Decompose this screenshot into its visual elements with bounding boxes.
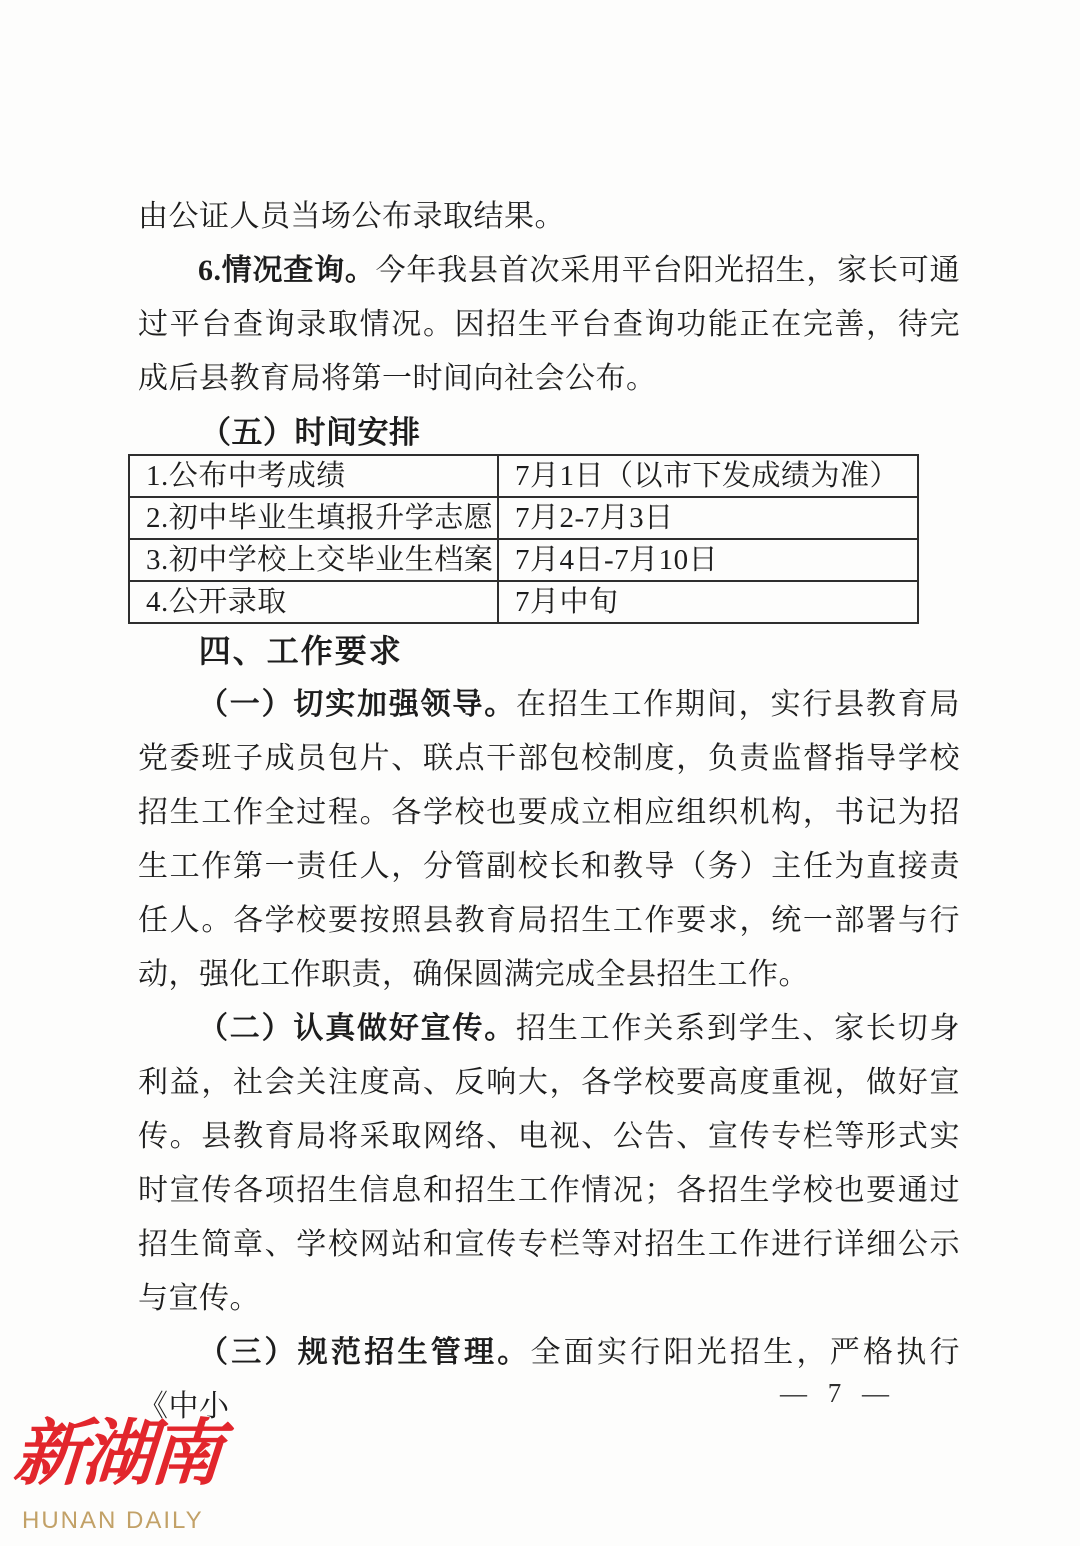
section-4-heading: 四、工作要求 [198,633,403,669]
schedule-item-cell: 2.初中毕业生填报升学志愿 [129,497,498,539]
hunan-daily-logo [11,1404,274,1536]
schedule-item-cell: 1.公布中考成绩 [129,455,498,497]
section-5-heading: （五）时间安排 [200,415,421,450]
schedule-item-cell: 4.公开录取 [129,581,498,623]
paragraph-enrollment-management-body: 全面实行阳光招生，严格执行《中小 [138,1336,960,1423]
paragraph-status-query-lead: 6.情况查询。 [198,254,376,287]
paragraph-publicity-lead: （二）认真做好宣传。 [198,1012,517,1045]
logo-chinese-text: 新湖南 [11,1414,221,1494]
schedule-date-cell: 7月4日-7月10日 [498,539,918,581]
schedule-date-cell: 7月中旬 [498,581,918,623]
paragraph-status-query-body: 今年我县首次采用平台阳光招生，家长可通过平台查询录取情况。因招生平台查询功能正在完善，待完成后县教育局将第一时间向社会公布。 [138,254,960,395]
paragraph-enrollment-management-lead: （三）规范招生管理。 [198,1336,531,1369]
table-row [129,539,918,581]
table-row [129,455,918,497]
paragraph-status-query [138,244,960,406]
paragraph-strengthen-leadership [138,678,960,1002]
logo-english-text: HUNAN DAILY [22,1507,204,1534]
schedule-date-cell: 7月1日（以市下发成绩为准） [498,455,918,497]
table-row [129,581,918,623]
table-row [129,497,918,539]
schedule-item-cell: 3.初中学校上交毕业生档案 [129,539,498,581]
page-number: — 7 — [780,1378,896,1408]
paragraph-publicity-body: 招生工作关系到学生、家长切身利益，社会关注度高、反响大，各学校要高度重视，做好宣传。县教育局将采取网络、电视、公告、宣传专栏等形式实时宣传各项招生信息和招生工作情况；各招生学校也要通过招生简章、学校网站和宣传专栏等对招生工作进行详细公示与宣传。 [138,1012,961,1315]
document-body [138,190,960,1434]
paragraph-strengthen-leadership-body: 在招生工作期间，实行县教育局党委班子成员包片、联点干部包校制度，负责监督指导学校招生工作全过程。各学校也要成立相应组织机构，书记为招生工作第一责任人，分管副校长和教导（务）主任为直接责任人。各学校要按照县教育局招生工作要求，统一部署与行动，强化工作职责，确保圆满完成全县招生工作。 [138,688,961,991]
schedule-date-cell: 7月2-7月3日 [498,497,918,539]
paragraph-continuation: 由公证人员当场公布录取结果。 [138,200,565,233]
paragraph-publicity [138,1002,960,1326]
schedule-table [128,454,919,624]
paragraph-strengthen-leadership-lead: （一）切实加强领导。 [198,688,517,721]
